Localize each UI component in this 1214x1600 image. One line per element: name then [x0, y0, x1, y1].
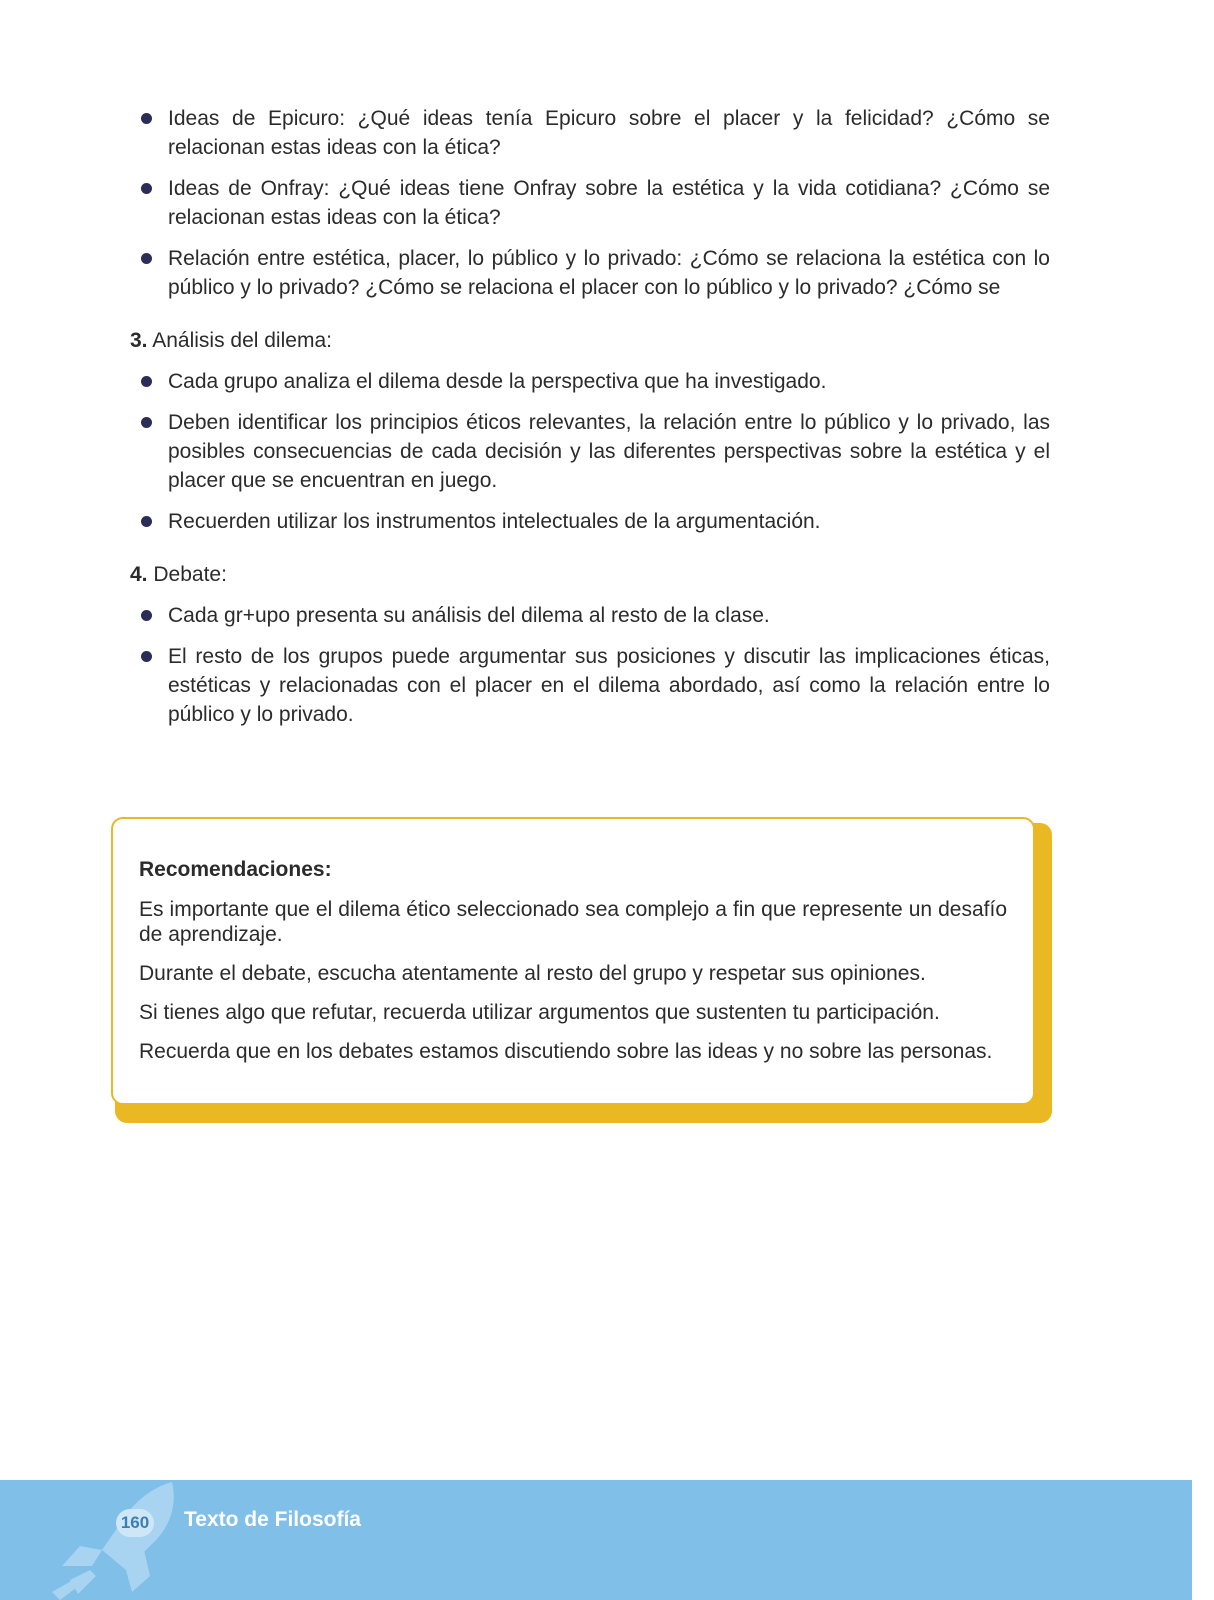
list-item: Ideas de Onfray: ¿Qué ideas tiene Onfray sobre la estética y la vida cotidiana? ¿Cómo se relacionan estas ideas con la ética? — [130, 174, 1050, 232]
bullet-dot-icon — [141, 516, 152, 527]
step-title: Análisis del dilema: — [152, 329, 332, 352]
list-item: Ideas de Epicuro: ¿Qué ideas tenía Epicuro sobre el placer y la felicidad? ¿Cómo se relacionan estas ideas con la ética? — [130, 104, 1050, 162]
page-footer — [0, 1480, 1192, 1600]
list-item: Relación entre estética, placer, lo público y lo privado: ¿Cómo se relaciona la estética con lo público y lo privado? ¿Cómo se relaciona el placer con lo público y lo privado? ¿Cómo se — [130, 244, 1050, 302]
step-title: Debate: — [153, 563, 227, 586]
recommendation-paragraph: Es importante que el dilema ético seleccionado sea complejo a fin que represente un desafío de aprendizaje. — [139, 898, 1007, 946]
top-bullet-list — [130, 104, 1050, 302]
recommendation-paragraph: Durante el debate, escucha atentamente al resto del grupo y respetar sus opiniones. — [139, 962, 926, 985]
list-item: Cada gr+upo presenta su análisis del dilema al resto de la clase. — [130, 601, 1050, 630]
main-content — [130, 104, 1050, 741]
recommendations-title: Recomendaciones: — [139, 858, 332, 881]
list-item: Cada grupo analiza el dilema desde la perspectiva que ha investigado. — [130, 367, 1050, 396]
step-number: 4. — [130, 563, 148, 586]
bullet-dot-icon — [141, 183, 152, 194]
bullet-dot-icon — [141, 651, 152, 662]
recommendations-box — [111, 817, 1035, 1105]
step-3-heading — [130, 326, 1050, 355]
recommendation-paragraph: Recuerda que en los debates estamos discutiendo sobre las ideas y no sobre las personas. — [139, 1040, 993, 1063]
bullet-dot-icon — [141, 610, 152, 621]
bullet-dot-icon — [141, 113, 152, 124]
list-item: El resto de los grupos puede argumentar sus posiciones y discutir las implicaciones éticas, estéticas y relacionadas con el placer en el dilema abordado, así como la relación entre lo público y lo privado. — [130, 642, 1050, 729]
page-number: 160 — [116, 1509, 154, 1537]
list-item: Recuerden utilizar los instrumentos intelectuales de la argumentación. — [130, 507, 1050, 536]
step-3-list — [130, 367, 1050, 536]
step-4-heading — [130, 560, 1050, 589]
bullet-dot-icon — [141, 376, 152, 387]
book-title: Texto de Filosofía — [184, 1508, 361, 1531]
recommendations-card — [111, 817, 1052, 1123]
rocket-icon — [40, 1480, 190, 1600]
step-4-list — [130, 601, 1050, 729]
list-item: Deben identificar los principios éticos relevantes, la relación entre lo público y lo privado, las posibles consecuencias de cada decisión y las diferentes perspectivas sobre la estética y el placer que se encuentran en juego. — [130, 408, 1050, 495]
step-number: 3. — [130, 329, 148, 352]
bullet-dot-icon — [141, 253, 152, 264]
bullet-dot-icon — [141, 417, 152, 428]
recommendation-paragraph: Si tienes algo que refutar, recuerda utilizar argumentos que sustenten tu participación. — [139, 1001, 940, 1024]
